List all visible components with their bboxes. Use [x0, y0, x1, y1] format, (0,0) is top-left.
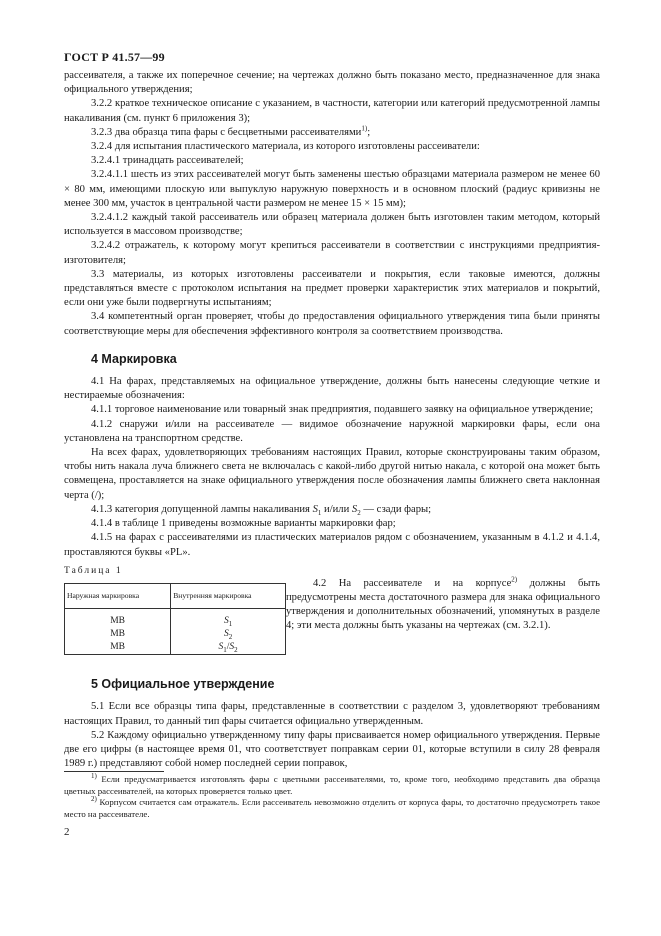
table-cell-outer: MB — [65, 615, 171, 628]
symbol-s: S — [223, 616, 229, 627]
table-cell-inner — [171, 641, 286, 655]
symbol-s: S — [218, 642, 224, 653]
paragraph-4-2 — [286, 577, 600, 634]
section-4-heading: 4 Маркировка — [91, 351, 177, 366]
slash: / — [226, 642, 230, 653]
page-number: 2 — [64, 826, 70, 838]
footnote-1 — [64, 774, 600, 797]
paragraph-3-2-4-1-1: 3.2.4.1.1 шесть из этих рассеивателей могут быть заменены шестью образцами материала размером не менее 60 × 80 мм, имеющими плоскую или выпуклую наружную поверхность и в основном плоский (радиус кривизны не менее 300 мм, участок в центральной части размером не менее 15 × 15 мм); — [64, 169, 600, 209]
table-block — [64, 563, 600, 655]
paragraph-4-2-tail: должны быть предусмотрены места достаточного размера для знака официального утверждения и дополнительных обозначений, упомянутых в разделе 4; эти места должны быть указаны на чертежах (см. 3.2.1). — [286, 577, 601, 632]
paragraph-3-2-4: 3.2.4 для испытания пластического материала, из которого изготовлены рассеиватели: — [91, 141, 480, 153]
paragraph-3-3: 3.3 материалы, из которых изготовлены рассеиватели и покрытия, если таковые имеются, должны представляться вместе с протоколом испытания на предмет проверки характеристик этих материалов и покрытий, если они уже были подвергнуты испытаниям; — [64, 268, 600, 309]
paragraph-4-1-3 — [64, 503, 600, 517]
paragraph-4-1-2-note: На всех фарах, удовлетворяющих требованиям настоящих Правил, которые сконструированы таким образом, чтобы нить накала луча ближнего света не включалась с какой-либо другой нитью накала, с которой она может быть совмещена, проставляется на знаке официального утверждения после обозначения лампы ближнего света наклонная черта (/); — [64, 447, 600, 501]
paragraph-4-1: 4.1 На фарах, представляемых на официальное утверждение, должны быть нанесены следующие четкие и нестираемые обозначения: — [64, 376, 600, 402]
paragraph-4-1-5: 4.1.5 на фарах с рассеивателями из пластических материалов рядом с обозначением, указанным в 4.1.2 и 4.1.4, проставляются буквы «PL». — [64, 532, 600, 558]
marking-table — [64, 583, 286, 655]
subscript: 1 — [223, 646, 227, 654]
symbol-s: S — [312, 503, 318, 515]
paragraph-5-1: 5.1 Если все образцы типа фары, представленные в соответствии с разделом 3, удовлетворяют требованиям настоящих Правил, то данный тип фары считается официально утвержденным. — [64, 701, 600, 727]
paragraph-4-1-3-and: и/или — [321, 503, 352, 515]
table-cell-outer: MB — [65, 628, 171, 641]
paragraph-4-2-text: 4.2 На рассеивателе и на корпусе — [313, 577, 512, 589]
section-5-heading: 5 Официальное утверждение — [91, 677, 275, 692]
footnote-ref-1: 1) — [361, 124, 368, 133]
table-row — [65, 641, 286, 655]
footnote-mark-2: 2) — [91, 795, 97, 804]
footnote-separator — [64, 771, 164, 772]
subscript: 2 — [228, 633, 233, 641]
paragraph-3-2-3-tail: ; — [367, 126, 371, 138]
paragraph-5-2: 5.2 Каждому официально утвержденному типу фары присваивается номер официального утверждения. Первые две его цифры (в настоящее время 01, что соответствует поправкам серии 01, которые вступили в силу 28 февраля 1989 г.) представляют собой номер последней серии поправок, — [64, 729, 600, 770]
paragraph-4-1-1: 4.1.1 торговое наименование или товарный знак предприятия, подавшего заявку на официальное утверждение; — [91, 404, 594, 416]
table-header-row — [65, 583, 286, 608]
document-body — [64, 69, 600, 771]
symbol-s: S — [223, 629, 229, 640]
paragraph-4-2-column — [286, 563, 600, 655]
paragraph-3-2-3-text: 3.2.3 два образца типа фары с бесцветными рассеивателями — [91, 126, 362, 138]
table-cell-inner — [171, 628, 286, 641]
footnote-2 — [64, 797, 600, 820]
paragraph-3-2-4-1-2: 3.2.4.1.2 каждый такой рассеиватель или образец материала должен быть изготовлен таким методом, который используется в массовом производстве; — [64, 212, 600, 238]
subscript: 1 — [228, 620, 233, 628]
footnote-1-text: Если предусматривается изготовлять фары с цветными рассеивателями, то, кроме того, необходимо представить два образца цветных рассеивателей, на которых проверяется только цвет. — [64, 774, 601, 796]
table-row — [65, 628, 286, 641]
subscript-1: 1 — [317, 509, 322, 517]
paragraph-4-1-3-text: 4.1.3 категория допущенной лампы накаливания — [91, 503, 313, 515]
table-header-outer: Наружная маркировка — [65, 583, 171, 608]
document-header: ГОСТ Р 41.57—99 — [64, 50, 165, 64]
footnotes — [64, 774, 600, 820]
symbol-s: S — [351, 503, 358, 515]
paragraph-continuation: рассеивателя, а также их поперечное сечение; на чертежах должно быть показано место, предназначенное для знака официального утверждения; — [64, 70, 600, 96]
paragraph-3-2-2: 3.2.2 краткое техническое описание с указанием, в частности, категории или категорий предусмотренной лампы накаливания (см. пункт 6 приложения 3); — [64, 98, 600, 124]
table-1-container — [64, 563, 286, 655]
paragraph-4-1-2: 4.1.2 снаружи и/или на рассеивателе — видимое обозначение наружной маркировки фары, если она установлена на транспортном средстве. — [64, 418, 600, 444]
footnote-2-text: Корпусом считается сам отражатель. Если рассеиватель невозможно отделить от корпуса фары, то достаточно предусмотреть такое место на рассеивателе. — [64, 797, 600, 819]
footnote-mark-1: 1) — [91, 772, 97, 781]
paragraph-3-2-4-2: 3.2.4.2 отражатель, к которому могут крепиться рассеиватели в соответствии с инструкциями предприятия-изготовителя; — [64, 240, 600, 266]
footnote-ref-2: 2) — [511, 575, 518, 584]
paragraph-3-4: 3.4 компетентный орган проверяет, чтобы до предоставления официального утверждения типа были приняты соответствующие меры для обеспечения эффективного контроля за соответствием производства. — [64, 311, 600, 337]
symbol-s: S — [229, 642, 235, 653]
paragraph-3-2-4-1: 3.2.4.1 тринадцать рассеивателей; — [91, 155, 244, 167]
table-cell-inner — [171, 615, 286, 628]
paragraph-3-2-3 — [64, 126, 600, 140]
table-caption: Таблица 1 — [64, 565, 123, 576]
table-row — [65, 615, 286, 628]
subscript-2: 2 — [357, 509, 361, 517]
paragraph-4-1-3-tail: — сзади фары; — [360, 503, 432, 515]
table-header-inner: Внутренняя маркировка — [171, 583, 286, 608]
table-cell-outer: MB — [65, 641, 171, 655]
paragraph-4-1-4: 4.1.4 в таблице 1 приведены возможные варианты маркировки фар; — [91, 518, 396, 530]
subscript: 2 — [234, 646, 238, 654]
